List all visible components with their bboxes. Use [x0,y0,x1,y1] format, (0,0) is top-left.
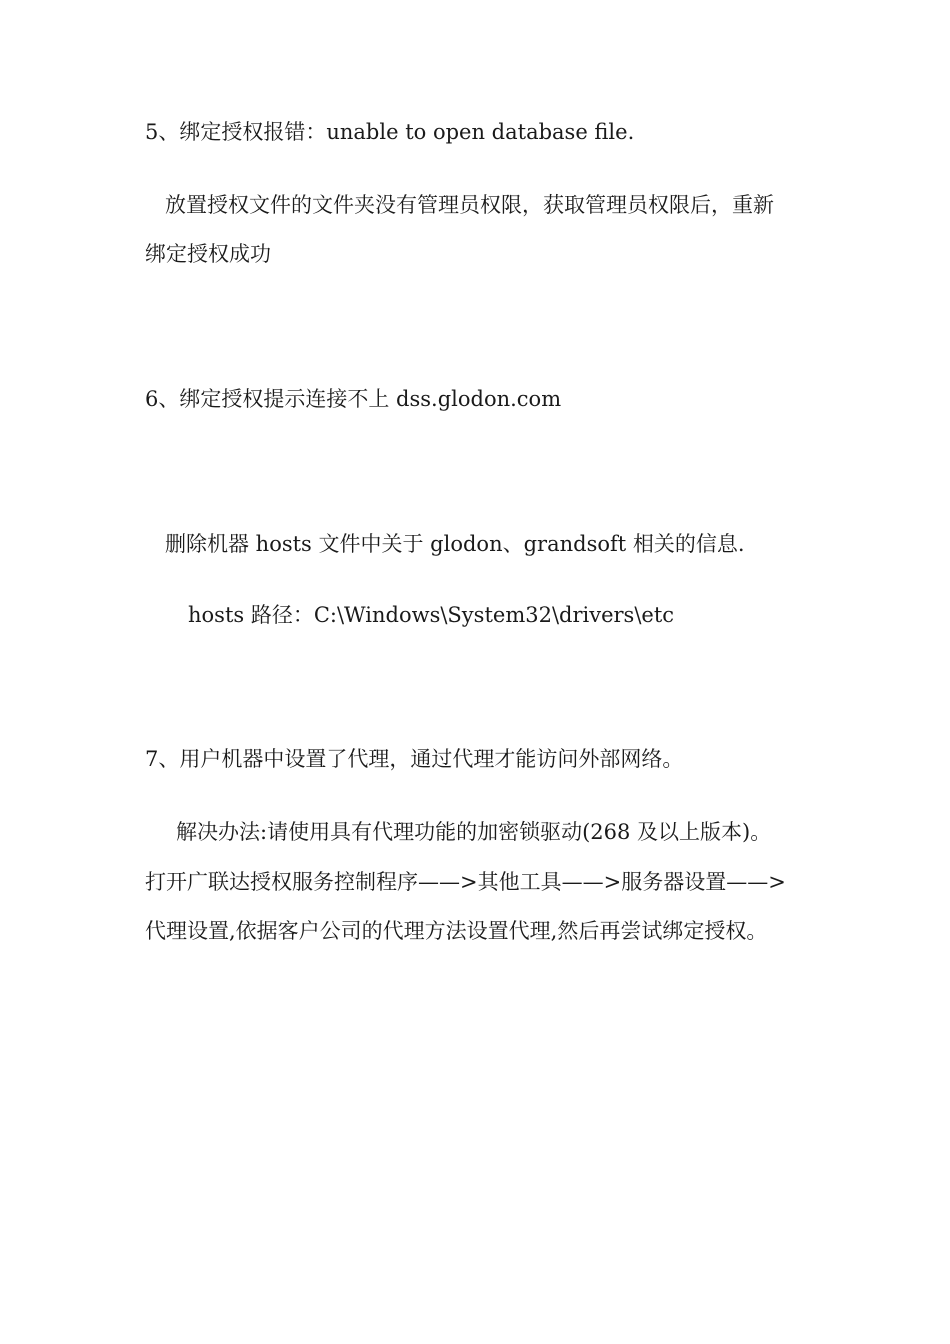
item5-body-line2: 绑定授权成功 [145,242,271,266]
item7-solution-line1: 解决办法:请使用具有代理功能的加密锁驱动(268 及以上版本)。 [176,820,772,844]
item7-heading: 7、用户机器中设置了代理，通过代理才能访问外部网络。 [145,747,684,771]
item6-body: 删除机器 hosts 文件中关于 glodon、grandsoft 相关的信息. [165,532,745,556]
item5-body-line1: 放置授权文件的文件夹没有管理员权限，获取管理员权限后，重新 [165,193,774,217]
item7-solution-line3: 代理设置,依据客户公司的代理方法设置代理,然后再尝试绑定授权。 [145,919,768,943]
item6-heading: 6、绑定授权提示连接不上 dss.glodon.com [145,387,562,411]
item6-hosts-path: hosts 路径：C:\Windows\System32\drivers\etc [188,603,675,627]
item7-solution-line2: 打开广联达授权服务控制程序——>其他工具——>服务器设置——> [145,870,786,894]
item5-heading: 5、绑定授权报错：unable to open database file. [145,120,635,144]
